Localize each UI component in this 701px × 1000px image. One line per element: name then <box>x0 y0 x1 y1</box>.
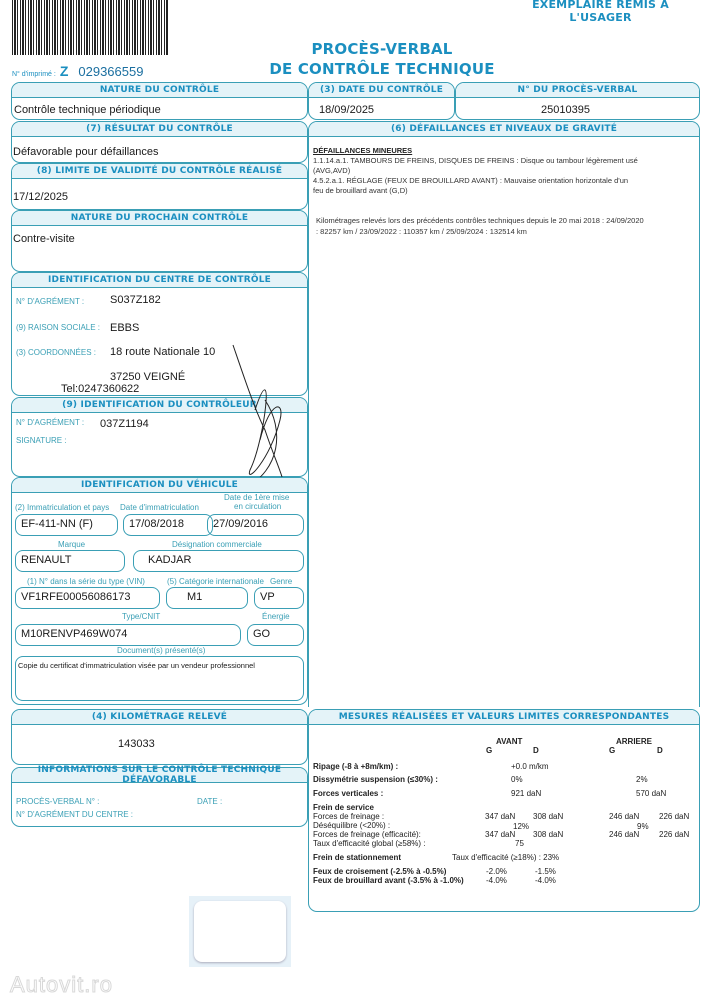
arriere-d-header: D <box>657 746 663 755</box>
ffe-avant-g: 347 daN <box>485 830 516 839</box>
resultat-box <box>11 121 308 163</box>
forces-freinage-label: Forces de freinage : <box>313 812 385 821</box>
mesures-title: MESURES RÉALISÉES ET VALEURS LIMITES CORRESPONDANTES <box>338 712 670 722</box>
mesures-box <box>308 709 700 912</box>
croisement-g: -2.0% <box>486 867 507 876</box>
info-defavorable-title: INFORMATIONS SUR LE CONTRÔLE TECHNIQUE DÉFAVORABLE <box>37 765 282 785</box>
km-history-line1: Kilométrages relevés lors des précédents contrôles techniques depuis le 20 mai 2018 : 24/09/2020 <box>316 216 644 225</box>
genre-field: VP <box>254 587 304 609</box>
defaillances-box <box>308 121 700 707</box>
raison-sociale-value: EBBS <box>110 322 140 334</box>
print-number <box>12 63 143 79</box>
documents-label: Document(s) présenté(s) <box>117 646 206 655</box>
km-history-line2: : 82257 km / 23/09/2022 : 110357 km / 25/09/2024 : 132514 km <box>316 227 527 236</box>
prochain-controle-value: Contre-visite <box>13 233 75 245</box>
ff-arriere-d: 226 daN <box>659 812 690 821</box>
date-controle-value: 18/09/2025 <box>319 104 375 116</box>
desequilibre-arriere: 9% <box>637 822 649 831</box>
coordonnees-label: (3) COORDONNÉES : <box>16 348 97 357</box>
print-number-label: N° d'imprimé : <box>12 71 56 78</box>
frein-service-label: Frein de service <box>313 803 374 812</box>
defaillance-line-2: (AVG,AVD) <box>313 166 351 175</box>
ffe-arriere-d: 226 daN <box>659 830 690 839</box>
prochain-controle-title: NATURE DU PROCHAIN CONTRÔLE <box>70 213 249 223</box>
vin-label: (1) N° dans la série du type (VIN) <box>27 577 145 586</box>
controleur-title: (9) IDENTIFICATION DU CONTRÔLEUR <box>62 400 257 410</box>
dissym-arriere: 2% <box>636 775 648 784</box>
defaillance-line-3: 4.5.2.a.1. RÉGLAGE (FEUX DE BROUILLARD AVANT) : Mauvaise orientation horizontale d'un <box>313 176 629 185</box>
cnit-label: Type/CNIT <box>122 612 161 621</box>
info-agrement-label: N° D'AGRÉMENT DU CENTRE : <box>16 810 134 819</box>
ff-arriere-g: 246 daN <box>609 812 640 821</box>
first-circ-label-1: Date de 1ère mise <box>224 493 290 502</box>
date-immat-field: 17/08/2018 <box>123 514 213 536</box>
ripage-label: Ripage (-8 à +8m/km) : <box>313 762 399 771</box>
arriere-g-header: G <box>609 746 616 755</box>
ripage-value: +0.0 m/km <box>511 762 549 771</box>
defaillances-title: (6) DÉFAILLANCES ET NIVEAUX DE GRAVITÉ <box>390 124 618 134</box>
first-circ-field: 27/09/2016 <box>207 514 304 536</box>
print-number-value: 029366559 <box>78 64 144 79</box>
info-date-label: DATE : <box>197 797 223 806</box>
genre-label: Genre <box>270 577 293 586</box>
resultat-value: Défavorable pour défaillances <box>13 146 159 158</box>
brouillard-g: -4.0% <box>486 876 507 885</box>
avant-g-header: G <box>486 746 493 755</box>
frein-stationnement-value: Taux d'efficacité (≥18%) : 23% <box>452 853 560 862</box>
raison-sociale-label: (9) RAISON SOCIALE : <box>16 323 101 332</box>
croisement-d: -1.5% <box>535 867 556 876</box>
copy-label: EXEMPLAIRE REMIS A L'USAGER <box>532 0 669 24</box>
dissym-label: Dissymétrie suspension (≤30%) : <box>313 775 438 784</box>
date-immat-label: Date d'immatriculation <box>120 503 199 512</box>
nature-controle-box <box>11 82 308 120</box>
marque-field: RENAULT <box>15 550 125 572</box>
kilometrage-title: (4) KILOMÉTRAGE RELEVÉ <box>91 712 228 722</box>
brouillard-d: -4.0% <box>535 876 556 885</box>
kilometrage-box <box>11 709 308 765</box>
avant-header: AVANT <box>496 737 523 746</box>
limite-validite-title: (8) LIMITE DE VALIDITÉ DU CONTRÔLE RÉALISÉ <box>36 166 283 176</box>
info-pv-label: PROCÈS-VERBAL N° : <box>16 797 100 806</box>
desequilibre-label: Déséquilibre (<20%) : <box>313 821 391 830</box>
vehicule-title: IDENTIFICATION DU VÉHICULE <box>80 480 239 490</box>
barcode <box>12 0 168 55</box>
defaillances-section: DÉFAILLANCES MINEURES <box>313 146 413 155</box>
kilometrage-value: 143033 <box>118 738 155 750</box>
numero-pv-value: 25010395 <box>541 104 590 116</box>
date-controle-title: (3) DATE DU CONTRÔLE <box>319 85 444 95</box>
numero-pv-title: N° DU PROCÈS-VERBAL <box>517 85 638 95</box>
stamp-area <box>189 896 291 967</box>
info-defavorable-box <box>11 767 308 827</box>
prochain-controle-box <box>11 210 308 272</box>
forces-verticales-arriere: 570 daN <box>636 789 667 798</box>
energie-label: Énergie <box>262 612 290 621</box>
designation-field: KADJAR <box>133 550 304 572</box>
centre-tel: Tel:0247360622 <box>61 383 140 395</box>
defaillance-line-1: 1.1.14.a.1. TAMBOURS DE FREINS, DISQUES DE FREINS : Disque ou tambour légèrement usé <box>313 156 638 165</box>
cnit-field: M10RENVP469W074 <box>15 624 241 646</box>
watermark: Autovit.ro <box>10 972 113 997</box>
address-line2: 37250 VEIGNÉ <box>110 371 186 383</box>
documents-field: Copie du certificat d'immatriculation visée par un vendeur professionnel <box>15 656 304 701</box>
categorie-field: M1 <box>166 587 248 609</box>
desequilibre-avant: 12% <box>513 822 530 831</box>
avant-d-header: D <box>533 746 539 755</box>
frein-stationnement-label: Frein de stationnement <box>313 853 402 862</box>
taux-global-value: 75 <box>515 839 524 848</box>
address-line1: 18 route Nationale 10 <box>110 346 216 358</box>
nature-controle-title: NATURE DU CONTRÔLE <box>99 85 220 95</box>
forces-verticales-avant: 921 daN <box>511 789 542 798</box>
nature-controle-value: Contrôle technique périodique <box>14 104 161 116</box>
marque-label: Marque <box>58 540 86 549</box>
centre-title: IDENTIFICATION DU CENTRE DE CONTRÔLE <box>47 275 272 285</box>
title-line2: DE CONTRÔLE TECHNIQUE <box>269 60 495 78</box>
centre-agrement-label: N° D'AGRÉMENT : <box>16 297 85 306</box>
arriere-header: ARRIERE <box>616 737 653 746</box>
stamp-inner <box>194 901 286 962</box>
immat-field: EF-411-NN (F) <box>15 514 118 536</box>
title-line1: PROCÈS-VERBAL <box>311 40 453 58</box>
ffe-avant-d: 308 daN <box>533 830 564 839</box>
centre-agrement-value: S037Z182 <box>110 294 161 306</box>
designation-label: Désignation commerciale <box>172 540 262 549</box>
first-circ-label-2: en circulation <box>234 502 282 511</box>
dissym-avant: 0% <box>511 775 523 784</box>
ffe-arriere-g: 246 daN <box>609 830 640 839</box>
date-controle-box <box>308 82 455 120</box>
brouillard-label: Feux de brouillard avant (-3.5% à -1.0%) <box>313 876 464 885</box>
taux-global-label: Taux d'efficacité global (≥58%) : <box>313 839 426 848</box>
ffe-label: Forces de freinage (efficacité): <box>313 830 421 839</box>
croisement-label: Feux de croisement (-2.5% à -0.5%) <box>313 867 447 876</box>
controleur-agrement-value: 037Z1194 <box>100 418 149 430</box>
controleur-agrement-label: N° D'AGRÉMENT : <box>16 418 85 427</box>
signature-label: SIGNATURE : <box>16 436 67 445</box>
print-number-prefix: Z <box>59 63 69 79</box>
defaillance-line-4: feu de brouillard avant (G,D) <box>313 186 408 195</box>
numero-pv-box <box>455 82 700 120</box>
limite-validite-box <box>11 163 308 210</box>
resultat-title: (7) RÉSULTAT DU CONTRÔLE <box>86 124 233 134</box>
immat-label: (2) Immatriculation et pays <box>15 503 110 512</box>
categorie-label: (5) Catégorie internationale <box>167 577 264 586</box>
energie-field: GO <box>247 624 304 646</box>
limite-validite-value: 17/12/2025 <box>13 191 69 203</box>
signature-scribble <box>225 340 295 490</box>
ff-avant-g: 347 daN <box>485 812 516 821</box>
ff-avant-d: 308 daN <box>533 812 564 821</box>
forces-verticales-label: Forces verticales : <box>313 789 384 798</box>
vin-field: VF1RFE00056086173 <box>15 587 160 609</box>
vehicule-box <box>11 477 308 705</box>
